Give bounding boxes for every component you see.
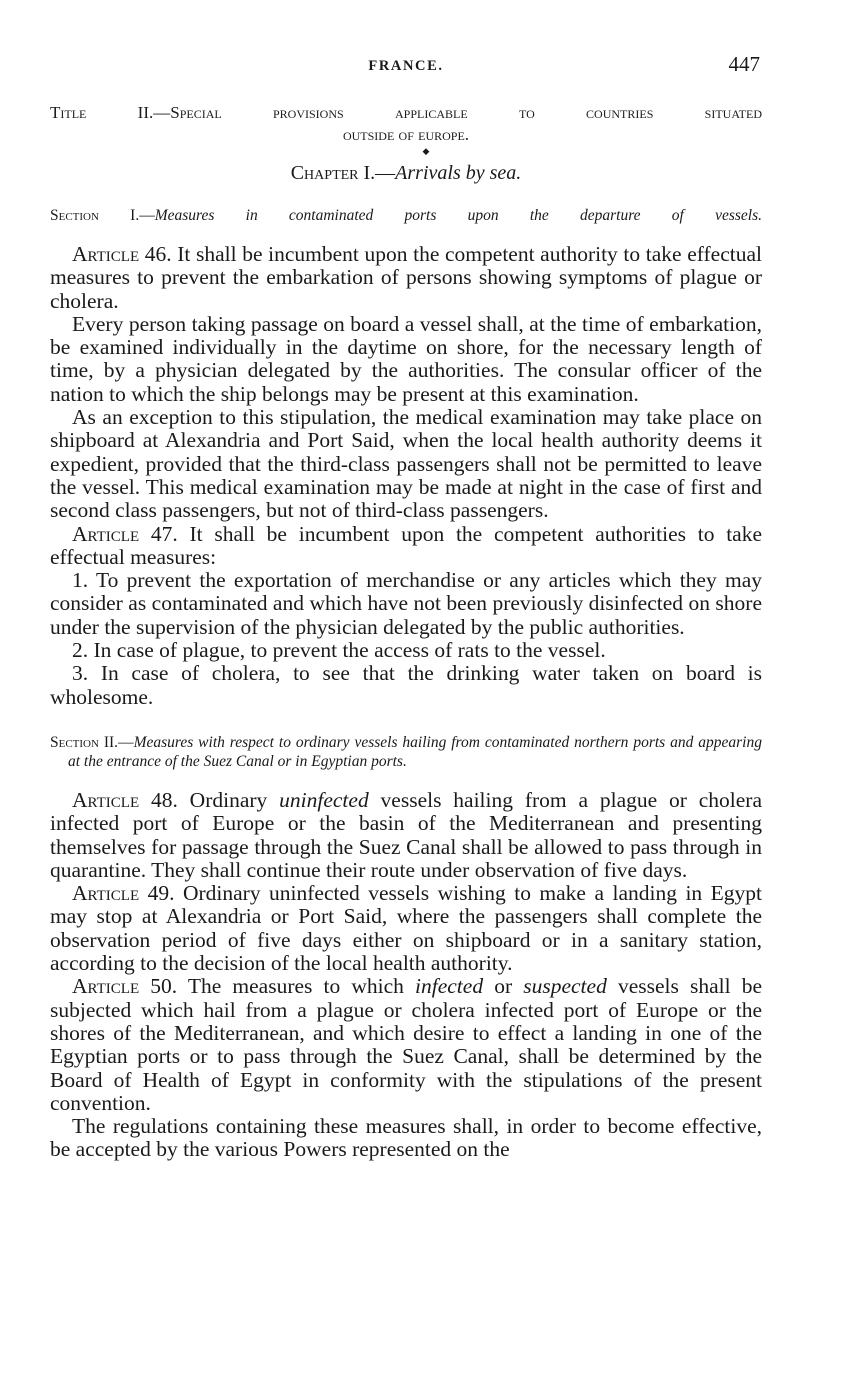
emphasis: uninfected — [279, 787, 369, 812]
paragraph-text: 2. In case of plague, to prevent the access of rats to the vessel. — [72, 638, 606, 663]
article-49 — [50, 882, 762, 975]
title-heading — [50, 102, 762, 146]
section-1-heading — [50, 206, 762, 225]
article-label: Article 48. — [72, 787, 178, 812]
paragraph-text: As an exception to this stipulation, the medical examination may take place on shipboard at Alexandria and Port Said, when the local health authority deems it expedient, provided that the third-class passengers shall not be permitted to leave the vessel. This medical examination may be made at night in the case of first and second class passengers, but not of third-class passengers. — [50, 405, 762, 523]
article-label: Article 46. — [72, 242, 172, 266]
paragraph-text: vessels shall be subjected which hail from a plague or cholera infected port of Europe or the shores of the Mediterranean, and which desire to effect a landing in one of the Egyptian ports or to pass through the Suez Canal, shall be determined by the Board of Health of Egypt in conformity with the stipulations of the present convention. — [50, 974, 762, 1115]
emphasis: suspected — [523, 974, 607, 999]
chapter-label: Chapter I.— — [290, 162, 396, 184]
chapter-heading — [50, 160, 762, 186]
paragraph-text: Ordinary — [177, 787, 280, 812]
section-1-title: Measures in contaminated ports upon the departure of vessels. — [154, 207, 762, 224]
list-item — [50, 639, 762, 662]
paragraph-text: vessels hailing from a plague or cholera infected port of Europe or the basin of the Mediterranean and presenting themselves for passage through the Suez Canal shall be allowed to pass through in quarantine. They shall continue their route under observation of five days. — [50, 787, 762, 882]
list-item — [50, 569, 762, 639]
title-line-2: outside of europe. — [342, 125, 470, 144]
running-title: FRANCE. — [368, 58, 444, 74]
page — [50, 52, 762, 1162]
paragraph-text: Every person taking passage on board a vessel shall, at the time of embarkation, be examined individually in the daytime on shore, for the necessary length of time, by a physician delegated by the authorities. The consular officer of the nation to which the ship belongs may be present at this examination. — [50, 311, 762, 406]
paragraph-text: The regulations containing these measures shall, in order to become effective, be accepted by the various Powers represented on the — [50, 1114, 762, 1162]
article-48 — [50, 789, 762, 882]
paragraph — [50, 1115, 762, 1162]
article-46 — [50, 243, 762, 313]
paragraph-text: Ordinary uninfected vessels wishing to make a landing in Egypt may stop at Alexandria or Port Said, where the passengers shall complete the observation period of five days either on shipboard or in a sanitary station, according to the decision of the local health authority. — [50, 881, 762, 976]
emphasis: infected — [415, 974, 484, 999]
section-1-label: Section I.— — [50, 207, 155, 224]
section-1-body — [50, 243, 762, 709]
article-50 — [50, 975, 762, 1115]
article-label: Article 49. — [72, 881, 175, 906]
paragraph — [50, 406, 762, 522]
paragraph-text: 1. To prevent the exportation of merchandise or any articles which they may consider as contaminated and which have not been previously disinfected on shore under the supervision of the physician delegated by the public authorities. — [50, 568, 762, 639]
article-label: Article 47. — [72, 521, 178, 546]
stray-mark: ◆ — [422, 146, 430, 156]
paragraph — [50, 313, 762, 406]
paragraph-text: or — [483, 974, 524, 999]
section-2-heading — [50, 733, 762, 771]
paragraph-text: It shall be incumbent upon the competent authorities to take effectual measures: — [50, 521, 762, 569]
running-head — [50, 52, 762, 82]
paragraph-text: The measures to which — [177, 974, 416, 999]
title-line-1: Title II.—Special provisions applicable to countries situated — [50, 103, 762, 122]
section-2-body — [50, 789, 762, 1162]
list-item — [50, 662, 762, 709]
article-label: Article 50. — [72, 974, 178, 999]
page-number: 447 — [728, 52, 760, 76]
paragraph-text: It shall be incumbent upon the competent authority to take effectual measures to prevent the embarkation of persons showing symptoms of plague or cholera. — [50, 242, 762, 313]
paragraph-text: 3. In case of cholera, to see that the drinking water taken on board is wholesome. — [50, 661, 762, 709]
section-2-label: Section II.— — [50, 733, 134, 751]
section-2-title: Measures with respect to ordinary vessels hailing from contaminated northern ports and appearing at the entrance of the Suez Canal or in Egyptian ports. — [68, 733, 762, 770]
article-47 — [50, 523, 762, 570]
chapter-subject: Arrivals by sea. — [395, 162, 522, 184]
